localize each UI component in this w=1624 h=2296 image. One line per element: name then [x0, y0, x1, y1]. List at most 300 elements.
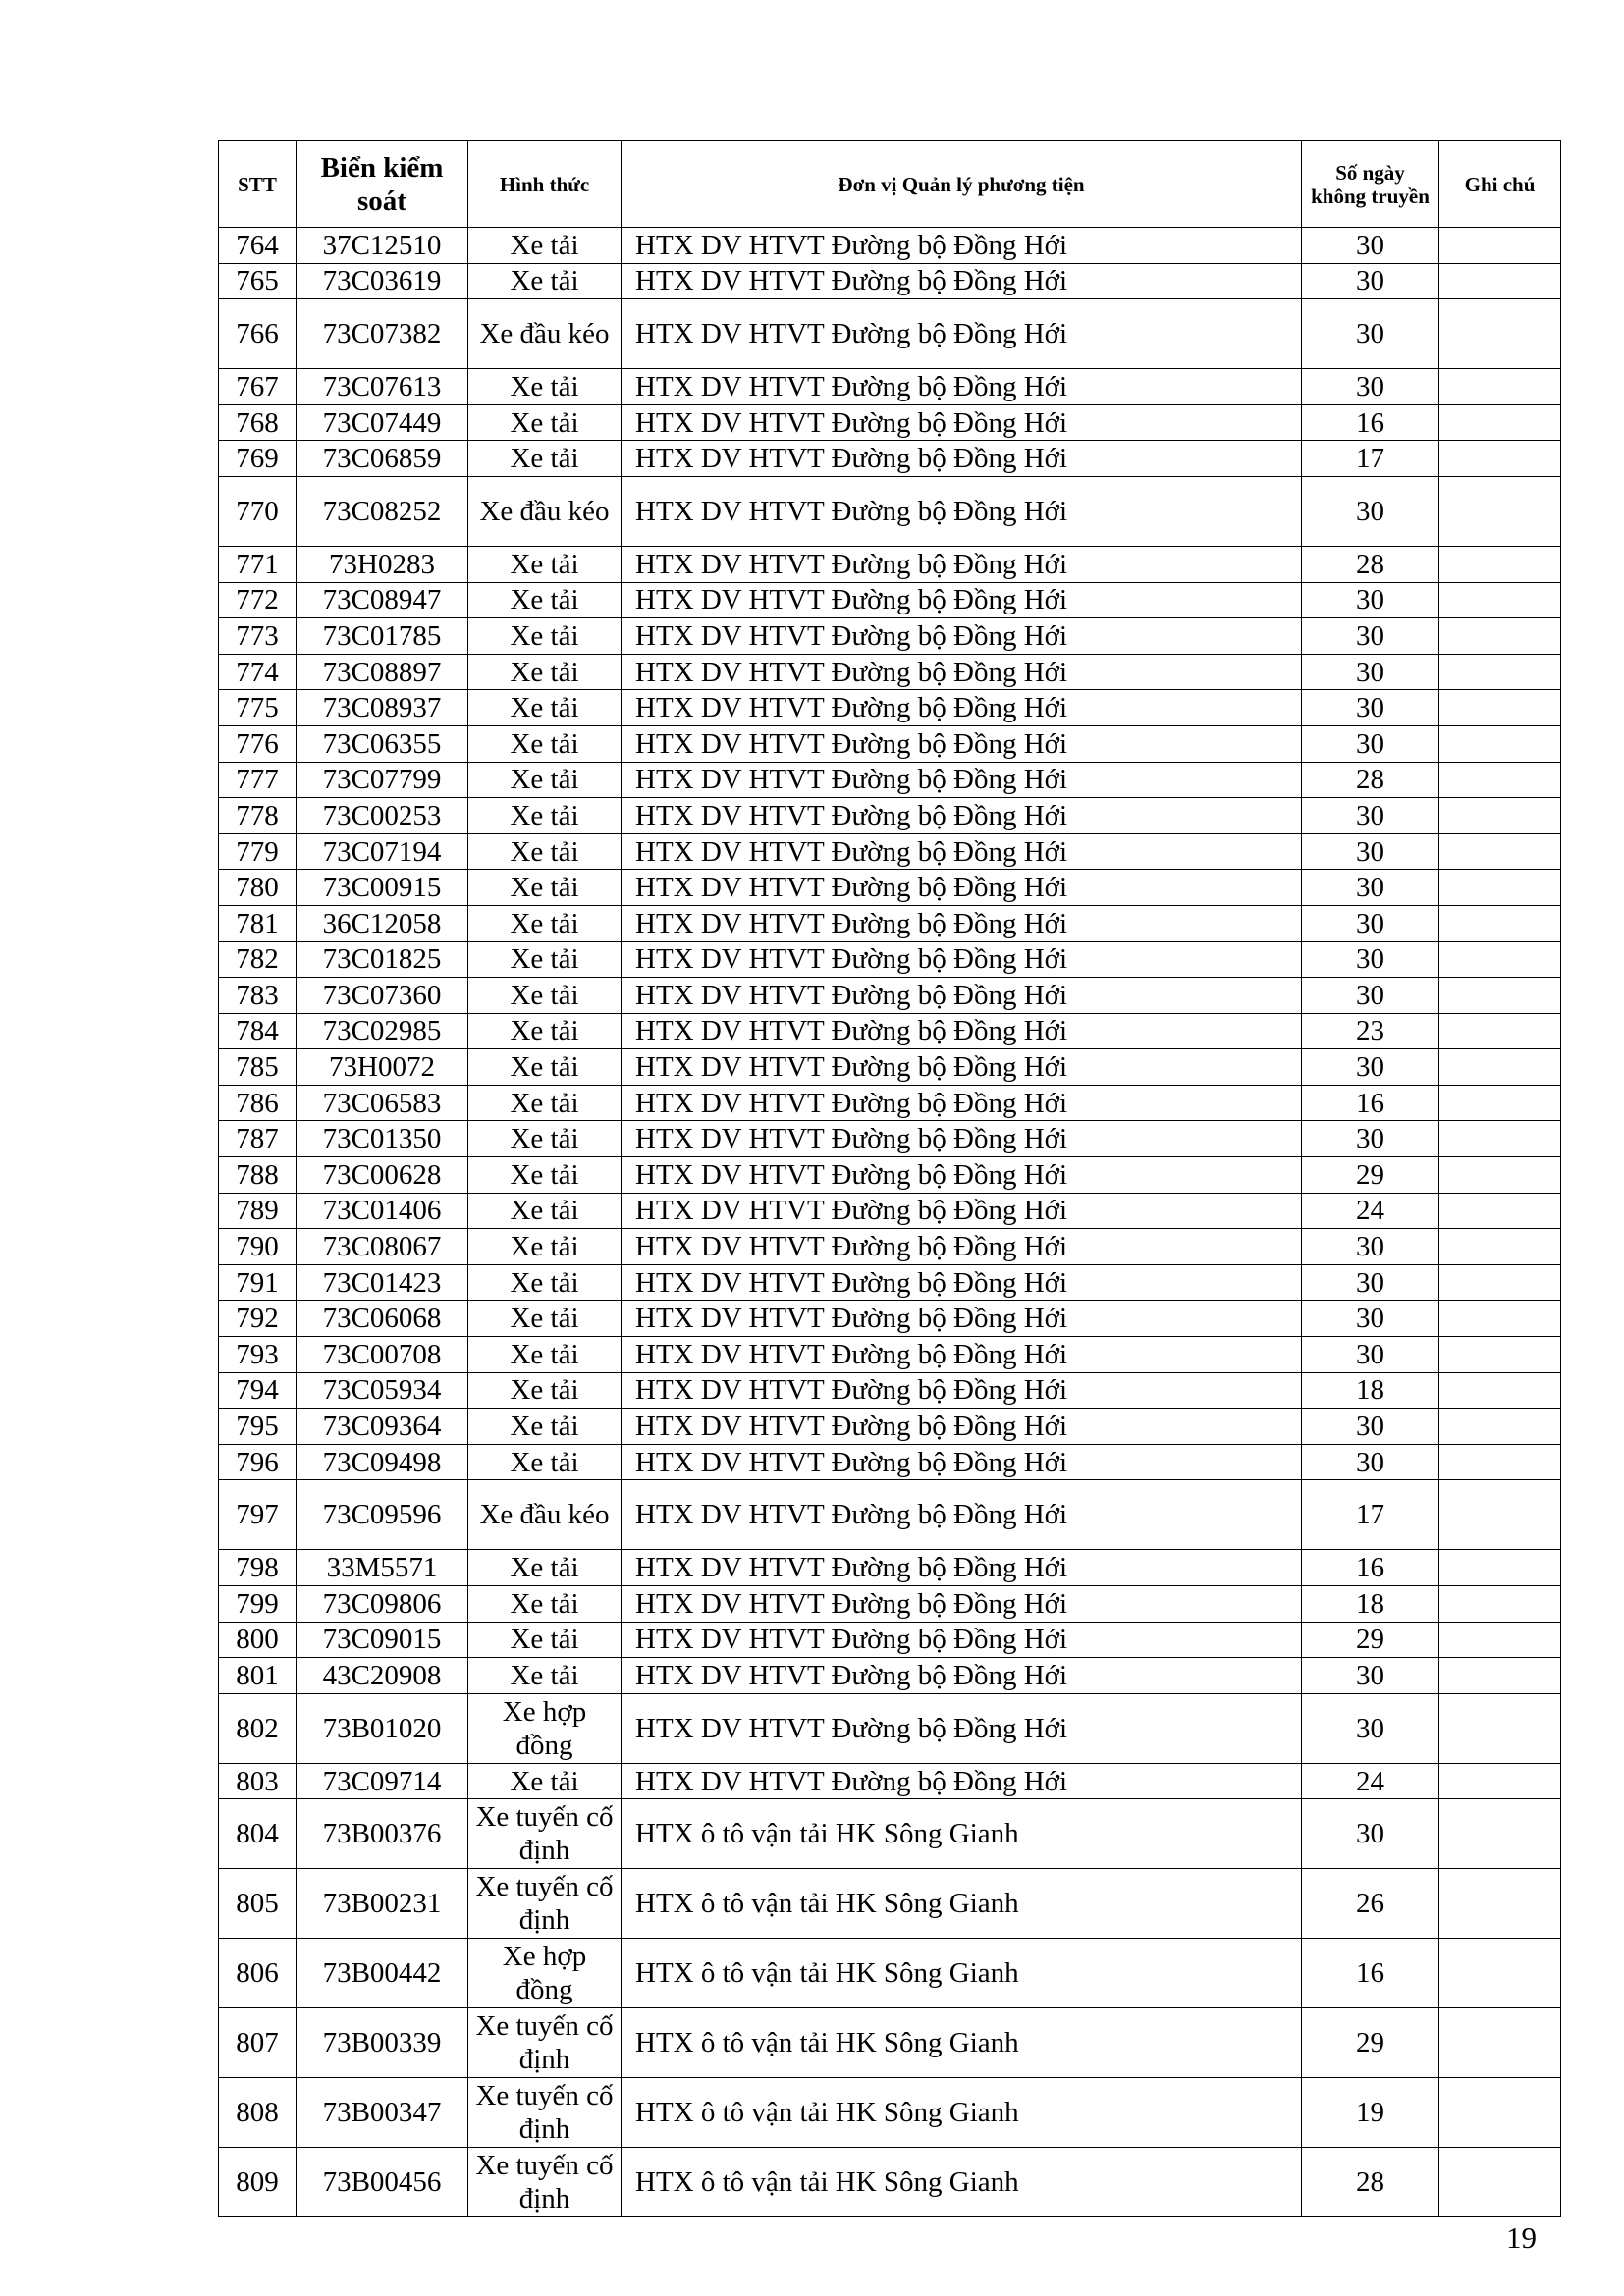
- cell-type: Xe tải: [468, 833, 622, 870]
- table-row: [219, 1550, 1561, 1586]
- cell-type: Xe tải: [468, 1121, 622, 1157]
- cell-unit: HTX DV HTVT Đường bộ Đồng Hới: [622, 725, 1302, 762]
- cell-plate: 73C08937: [297, 690, 468, 726]
- cell-days: 19: [1302, 2078, 1439, 2148]
- cell-days: 30: [1302, 654, 1439, 690]
- cell-days: 17: [1302, 1480, 1439, 1550]
- cell-stt: 789: [219, 1193, 297, 1229]
- table-row: [219, 1372, 1561, 1409]
- cell-note: [1439, 1301, 1561, 1337]
- cell-stt: 809: [219, 2148, 297, 2217]
- cell-days: 30: [1302, 725, 1439, 762]
- cell-unit: HTX DV HTVT Đường bộ Đồng Hới: [622, 1049, 1302, 1086]
- cell-type: Xe tải: [468, 1157, 622, 1194]
- cell-plate: 73C01350: [297, 1121, 468, 1157]
- cell-type: Xe tải: [468, 941, 622, 978]
- cell-plate: 73C00628: [297, 1157, 468, 1194]
- cell-stt: 782: [219, 941, 297, 978]
- cell-plate: 73C01785: [297, 618, 468, 655]
- cell-type: Xe tải: [468, 1337, 622, 1373]
- cell-type: Xe tải: [468, 1013, 622, 1049]
- cell-stt: 784: [219, 1013, 297, 1049]
- table-row: [219, 1157, 1561, 1194]
- cell-type: Xe tải: [468, 1264, 622, 1301]
- cell-days: 29: [1302, 1622, 1439, 1658]
- cell-plate: 73C01423: [297, 1264, 468, 1301]
- cell-plate: 73C09498: [297, 1444, 468, 1480]
- cell-note: [1439, 404, 1561, 441]
- cell-plate: 73C03619: [297, 263, 468, 299]
- cell-plate: 73C06068: [297, 1301, 468, 1337]
- cell-days: 30: [1302, 690, 1439, 726]
- cell-unit: HTX ô tô vận tải HK Sông Gianh: [622, 2008, 1302, 2078]
- cell-unit: HTX DV HTVT Đường bộ Đồng Hới: [622, 798, 1302, 834]
- cell-type: Xe tuyến cố định: [468, 1869, 622, 1939]
- cell-days: 16: [1302, 1939, 1439, 2008]
- cell-days: 30: [1302, 476, 1439, 546]
- cell-note: [1439, 1157, 1561, 1194]
- cell-note: [1439, 1799, 1561, 1869]
- cell-unit: HTX DV HTVT Đường bộ Đồng Hới: [622, 690, 1302, 726]
- table-body: [219, 228, 1561, 2217]
- cell-days: 28: [1302, 546, 1439, 582]
- cell-note: [1439, 1444, 1561, 1480]
- table-row: [219, 1658, 1561, 1694]
- cell-plate: 73C07194: [297, 833, 468, 870]
- vehicle-table: [218, 140, 1561, 2217]
- cell-plate: 73B01020: [297, 1693, 468, 1763]
- cell-stt: 780: [219, 870, 297, 906]
- cell-note: [1439, 1869, 1561, 1939]
- cell-note: [1439, 1085, 1561, 1121]
- cell-stt: 770: [219, 476, 297, 546]
- cell-plate: 73C06355: [297, 725, 468, 762]
- cell-type: Xe hợp đồng: [468, 1939, 622, 2008]
- cell-days: 28: [1302, 762, 1439, 798]
- table-row: [219, 1480, 1561, 1550]
- table-row: [219, 1085, 1561, 1121]
- table-row: [219, 369, 1561, 405]
- cell-stt: 775: [219, 690, 297, 726]
- cell-days: 30: [1302, 1049, 1439, 1086]
- cell-unit: HTX DV HTVT Đường bộ Đồng Hới: [622, 441, 1302, 477]
- cell-plate: 36C12058: [297, 905, 468, 941]
- table-row: [219, 1013, 1561, 1049]
- cell-days: 30: [1302, 1658, 1439, 1694]
- cell-stt: 777: [219, 762, 297, 798]
- cell-unit: HTX DV HTVT Đường bộ Đồng Hới: [622, 1013, 1302, 1049]
- cell-unit: HTX DV HTVT Đường bộ Đồng Hới: [622, 476, 1302, 546]
- cell-days: 30: [1302, 1799, 1439, 1869]
- cell-stt: 800: [219, 1622, 297, 1658]
- cell-days: 30: [1302, 228, 1439, 264]
- cell-plate: 73C00253: [297, 798, 468, 834]
- cell-unit: HTX DV HTVT Đường bộ Đồng Hới: [622, 1480, 1302, 1550]
- cell-days: 29: [1302, 2008, 1439, 2078]
- cell-days: 17: [1302, 441, 1439, 477]
- cell-plate: 73C09596: [297, 1480, 468, 1550]
- cell-note: [1439, 1337, 1561, 1373]
- cell-days: 16: [1302, 404, 1439, 441]
- cell-unit: HTX ô tô vận tải HK Sông Gianh: [622, 1939, 1302, 2008]
- cell-unit: HTX DV HTVT Đường bộ Đồng Hới: [622, 1372, 1302, 1409]
- cell-note: [1439, 441, 1561, 477]
- cell-type: Xe tải: [468, 1586, 622, 1623]
- cell-stt: 779: [219, 833, 297, 870]
- cell-unit: HTX DV HTVT Đường bộ Đồng Hới: [622, 905, 1302, 941]
- cell-note: [1439, 582, 1561, 618]
- table-row: [219, 1121, 1561, 1157]
- cell-stt: 801: [219, 1658, 297, 1694]
- cell-note: [1439, 1049, 1561, 1086]
- cell-unit: HTX DV HTVT Đường bộ Đồng Hới: [622, 1763, 1302, 1799]
- cell-plate: 73C07613: [297, 369, 468, 405]
- cell-type: Xe tải: [468, 1193, 622, 1229]
- cell-note: [1439, 725, 1561, 762]
- cell-note: [1439, 941, 1561, 978]
- cell-plate: 73C01825: [297, 941, 468, 978]
- cell-stt: 773: [219, 618, 297, 655]
- cell-days: 23: [1302, 1013, 1439, 1049]
- table-row: [219, 870, 1561, 906]
- cell-plate: 73C02985: [297, 1013, 468, 1049]
- cell-note: [1439, 1480, 1561, 1550]
- cell-unit: HTX DV HTVT Đường bộ Đồng Hới: [622, 870, 1302, 906]
- cell-stt: 788: [219, 1157, 297, 1194]
- table-row: [219, 299, 1561, 369]
- cell-type: Xe tải: [468, 1229, 622, 1265]
- table-row: [219, 690, 1561, 726]
- cell-days: 30: [1302, 1409, 1439, 1445]
- cell-plate: 37C12510: [297, 228, 468, 264]
- cell-note: [1439, 1622, 1561, 1658]
- header-days: Số ngày không truyền: [1302, 141, 1439, 228]
- table-row: [219, 941, 1561, 978]
- cell-plate: 73C05934: [297, 1372, 468, 1409]
- cell-note: [1439, 618, 1561, 655]
- cell-plate: 33M5571: [297, 1550, 468, 1586]
- cell-plate: 73H0072: [297, 1049, 468, 1086]
- table-row: [219, 618, 1561, 655]
- cell-type: Xe tải: [468, 654, 622, 690]
- cell-unit: HTX DV HTVT Đường bộ Đồng Hới: [622, 941, 1302, 978]
- cell-plate: 73C06859: [297, 441, 468, 477]
- header-stt: STT: [219, 141, 297, 228]
- cell-note: [1439, 546, 1561, 582]
- table-row: [219, 1586, 1561, 1623]
- cell-unit: HTX DV HTVT Đường bộ Đồng Hới: [622, 299, 1302, 369]
- cell-unit: HTX ô tô vận tải HK Sông Gianh: [622, 1799, 1302, 1869]
- cell-type: Xe đầu kéo: [468, 299, 622, 369]
- cell-note: [1439, 1586, 1561, 1623]
- cell-plate: 73B00339: [297, 2008, 468, 2078]
- cell-days: 30: [1302, 870, 1439, 906]
- table-row: [219, 762, 1561, 798]
- cell-stt: 766: [219, 299, 297, 369]
- table-row: [219, 725, 1561, 762]
- cell-unit: HTX DV HTVT Đường bộ Đồng Hới: [622, 582, 1302, 618]
- cell-unit: HTX DV HTVT Đường bộ Đồng Hới: [622, 263, 1302, 299]
- cell-unit: HTX DV HTVT Đường bộ Đồng Hới: [622, 1693, 1302, 1763]
- cell-days: 24: [1302, 1763, 1439, 1799]
- cell-plate: 73C07382: [297, 299, 468, 369]
- cell-stt: 799: [219, 1586, 297, 1623]
- cell-type: Xe tuyến cố định: [468, 1799, 622, 1869]
- cell-unit: HTX DV HTVT Đường bộ Đồng Hới: [622, 1550, 1302, 1586]
- cell-type: Xe tải: [468, 1550, 622, 1586]
- cell-note: [1439, 1693, 1561, 1763]
- cell-unit: HTX DV HTVT Đường bộ Đồng Hới: [622, 228, 1302, 264]
- table-row: [219, 1939, 1561, 2008]
- header-unit: Đơn vị Quản lý phương tiện: [622, 141, 1302, 228]
- cell-plate: 73C07449: [297, 404, 468, 441]
- cell-days: 30: [1302, 1693, 1439, 1763]
- cell-days: 30: [1302, 905, 1439, 941]
- cell-type: Xe tải: [468, 978, 622, 1014]
- cell-type: Xe tuyến cố định: [468, 2008, 622, 2078]
- cell-type: Xe tải: [468, 1301, 622, 1337]
- cell-days: 30: [1302, 833, 1439, 870]
- cell-days: 30: [1302, 1264, 1439, 1301]
- cell-plate: 73C08897: [297, 654, 468, 690]
- cell-days: 24: [1302, 1193, 1439, 1229]
- cell-plate: 73C00708: [297, 1337, 468, 1373]
- cell-plate: 73C09806: [297, 1586, 468, 1623]
- cell-unit: HTX DV HTVT Đường bộ Đồng Hới: [622, 1337, 1302, 1373]
- table-row: [219, 441, 1561, 477]
- cell-plate: 73C07360: [297, 978, 468, 1014]
- cell-note: [1439, 228, 1561, 264]
- cell-days: 30: [1302, 1229, 1439, 1265]
- cell-unit: HTX DV HTVT Đường bộ Đồng Hới: [622, 762, 1302, 798]
- table-row: [219, 2008, 1561, 2078]
- cell-stt: 798: [219, 1550, 297, 1586]
- header-note: Ghi chú: [1439, 141, 1561, 228]
- table-row: [219, 1409, 1561, 1445]
- cell-stt: 768: [219, 404, 297, 441]
- cell-note: [1439, 1121, 1561, 1157]
- cell-type: Xe tải: [468, 546, 622, 582]
- table-row: [219, 1337, 1561, 1373]
- cell-type: Xe tải: [468, 441, 622, 477]
- cell-stt: 792: [219, 1301, 297, 1337]
- cell-type: Xe tải: [468, 1049, 622, 1086]
- cell-days: 18: [1302, 1586, 1439, 1623]
- cell-type: Xe tải: [468, 618, 622, 655]
- cell-plate: 43C20908: [297, 1658, 468, 1694]
- table-row: [219, 582, 1561, 618]
- cell-plate: 73C08067: [297, 1229, 468, 1265]
- cell-plate: 73B00376: [297, 1799, 468, 1869]
- cell-stt: 804: [219, 1799, 297, 1869]
- cell-stt: 796: [219, 1444, 297, 1480]
- table-row: [219, 263, 1561, 299]
- table-row: [219, 1193, 1561, 1229]
- cell-stt: 797: [219, 1480, 297, 1550]
- table-row: [219, 1763, 1561, 1799]
- cell-type: Xe tải: [468, 263, 622, 299]
- cell-stt: 791: [219, 1264, 297, 1301]
- cell-days: 30: [1302, 299, 1439, 369]
- cell-type: Xe tải: [468, 870, 622, 906]
- cell-stt: 767: [219, 369, 297, 405]
- cell-note: [1439, 654, 1561, 690]
- cell-type: Xe tải: [468, 1622, 622, 1658]
- cell-note: [1439, 690, 1561, 726]
- cell-stt: 781: [219, 905, 297, 941]
- cell-type: Xe tải: [468, 1444, 622, 1480]
- cell-stt: 765: [219, 263, 297, 299]
- cell-stt: 803: [219, 1763, 297, 1799]
- cell-plate: 73C09714: [297, 1763, 468, 1799]
- page-number: 19: [1506, 2220, 1537, 2255]
- cell-plate: 73C09364: [297, 1409, 468, 1445]
- cell-stt: 805: [219, 1869, 297, 1939]
- cell-unit: HTX ô tô vận tải HK Sông Gianh: [622, 2148, 1302, 2217]
- cell-type: Xe tải: [468, 369, 622, 405]
- cell-plate: 73B00231: [297, 1869, 468, 1939]
- cell-stt: 807: [219, 2008, 297, 2078]
- table-row: [219, 228, 1561, 264]
- cell-stt: 771: [219, 546, 297, 582]
- cell-unit: HTX DV HTVT Đường bộ Đồng Hới: [622, 1409, 1302, 1445]
- cell-plate: 73C08252: [297, 476, 468, 546]
- cell-days: 30: [1302, 1301, 1439, 1337]
- cell-note: [1439, 1658, 1561, 1694]
- cell-note: [1439, 1229, 1561, 1265]
- table-row: [219, 1049, 1561, 1086]
- cell-note: [1439, 833, 1561, 870]
- cell-unit: HTX DV HTVT Đường bộ Đồng Hới: [622, 369, 1302, 405]
- cell-type: Xe tải: [468, 1085, 622, 1121]
- cell-note: [1439, 369, 1561, 405]
- cell-stt: 808: [219, 2078, 297, 2148]
- cell-unit: HTX DV HTVT Đường bộ Đồng Hới: [622, 1658, 1302, 1694]
- cell-note: [1439, 476, 1561, 546]
- cell-unit: HTX DV HTVT Đường bộ Đồng Hới: [622, 1264, 1302, 1301]
- cell-unit: HTX ô tô vận tải HK Sông Gianh: [622, 1869, 1302, 1939]
- cell-type: Xe tải: [468, 1409, 622, 1445]
- cell-stt: 776: [219, 725, 297, 762]
- cell-note: [1439, 1763, 1561, 1799]
- cell-unit: HTX DV HTVT Đường bộ Đồng Hới: [622, 978, 1302, 1014]
- table-header-row: [219, 141, 1561, 228]
- cell-stt: 769: [219, 441, 297, 477]
- cell-stt: 764: [219, 228, 297, 264]
- table-row: [219, 404, 1561, 441]
- cell-type: Xe tải: [468, 1372, 622, 1409]
- cell-unit: HTX DV HTVT Đường bộ Đồng Hới: [622, 546, 1302, 582]
- cell-type: Xe đầu kéo: [468, 476, 622, 546]
- cell-note: [1439, 1939, 1561, 2008]
- cell-stt: 774: [219, 654, 297, 690]
- cell-stt: 794: [219, 1372, 297, 1409]
- cell-plate: 73C07799: [297, 762, 468, 798]
- cell-plate: 73B00442: [297, 1939, 468, 2008]
- cell-unit: HTX DV HTVT Đường bộ Đồng Hới: [622, 1586, 1302, 1623]
- cell-stt: 772: [219, 582, 297, 618]
- table-row: [219, 654, 1561, 690]
- cell-note: [1439, 798, 1561, 834]
- cell-stt: 787: [219, 1121, 297, 1157]
- cell-plate: 73C01406: [297, 1193, 468, 1229]
- cell-stt: 793: [219, 1337, 297, 1373]
- cell-type: Xe tải: [468, 1763, 622, 1799]
- cell-note: [1439, 263, 1561, 299]
- cell-unit: HTX ô tô vận tải HK Sông Gianh: [622, 2078, 1302, 2148]
- cell-type: Xe tải: [468, 798, 622, 834]
- cell-type: Xe tuyến cố định: [468, 2078, 622, 2148]
- cell-plate: 73C09015: [297, 1622, 468, 1658]
- cell-days: 28: [1302, 2148, 1439, 2217]
- cell-note: [1439, 1409, 1561, 1445]
- cell-type: Xe đầu kéo: [468, 1480, 622, 1550]
- cell-stt: 795: [219, 1409, 297, 1445]
- cell-days: 29: [1302, 1157, 1439, 1194]
- cell-unit: HTX DV HTVT Đường bộ Đồng Hới: [622, 1444, 1302, 1480]
- cell-days: 30: [1302, 369, 1439, 405]
- cell-plate: 73H0283: [297, 546, 468, 582]
- cell-type: Xe tải: [468, 725, 622, 762]
- cell-type: Xe tuyến cố định: [468, 2148, 622, 2217]
- cell-stt: 802: [219, 1693, 297, 1763]
- cell-unit: HTX DV HTVT Đường bộ Đồng Hới: [622, 654, 1302, 690]
- cell-days: 30: [1302, 941, 1439, 978]
- header-plate: Biển kiểm soát: [297, 141, 468, 228]
- cell-plate: 73B00456: [297, 2148, 468, 2217]
- cell-unit: HTX DV HTVT Đường bộ Đồng Hới: [622, 1229, 1302, 1265]
- table-row: [219, 1264, 1561, 1301]
- table-row: [219, 978, 1561, 1014]
- cell-note: [1439, 1372, 1561, 1409]
- cell-note: [1439, 1264, 1561, 1301]
- cell-unit: HTX DV HTVT Đường bộ Đồng Hới: [622, 833, 1302, 870]
- table-row: [219, 2148, 1561, 2217]
- cell-type: Xe tải: [468, 582, 622, 618]
- cell-type: Xe hợp đồng: [468, 1693, 622, 1763]
- table-row: [219, 476, 1561, 546]
- cell-type: Xe tải: [468, 1658, 622, 1694]
- cell-days: 30: [1302, 1337, 1439, 1373]
- cell-days: 30: [1302, 1444, 1439, 1480]
- cell-note: [1439, 905, 1561, 941]
- cell-note: [1439, 2008, 1561, 2078]
- cell-type: Xe tải: [468, 762, 622, 798]
- cell-unit: HTX DV HTVT Đường bộ Đồng Hới: [622, 1157, 1302, 1194]
- cell-type: Xe tải: [468, 905, 622, 941]
- cell-stt: 786: [219, 1085, 297, 1121]
- cell-unit: HTX DV HTVT Đường bộ Đồng Hới: [622, 404, 1302, 441]
- table-row: [219, 2078, 1561, 2148]
- cell-unit: HTX DV HTVT Đường bộ Đồng Hới: [622, 618, 1302, 655]
- cell-note: [1439, 299, 1561, 369]
- table-row: [219, 798, 1561, 834]
- cell-days: 16: [1302, 1550, 1439, 1586]
- cell-plate: 73C00915: [297, 870, 468, 906]
- cell-days: 30: [1302, 798, 1439, 834]
- table-row: [219, 833, 1561, 870]
- cell-plate: 73C08947: [297, 582, 468, 618]
- cell-stt: 783: [219, 978, 297, 1014]
- cell-unit: HTX DV HTVT Đường bộ Đồng Hới: [622, 1085, 1302, 1121]
- cell-note: [1439, 1013, 1561, 1049]
- cell-type: Xe tải: [468, 690, 622, 726]
- cell-note: [1439, 1550, 1561, 1586]
- cell-plate: 73C06583: [297, 1085, 468, 1121]
- cell-stt: 790: [219, 1229, 297, 1265]
- table-row: [219, 1444, 1561, 1480]
- cell-plate: 73B00347: [297, 2078, 468, 2148]
